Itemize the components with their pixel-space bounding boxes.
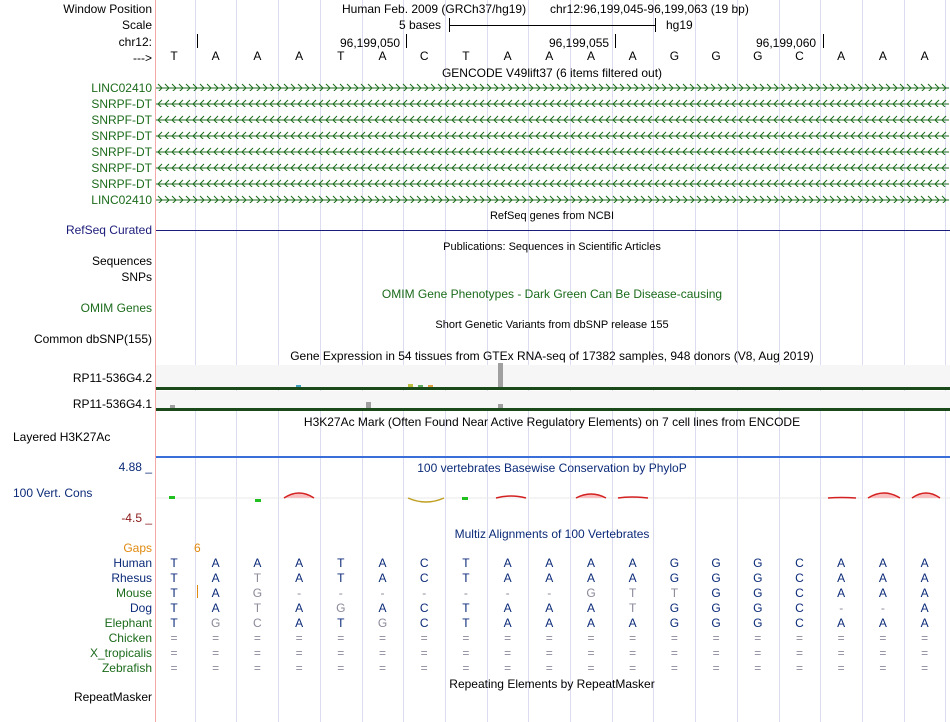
alignment-base: = (337, 661, 345, 675)
gencode-gene-label[interactable]: SNRPF-DT (91, 177, 152, 191)
gtex-bar (498, 404, 503, 408)
alignment-base: = (670, 631, 678, 645)
gencode-transcript[interactable] (156, 115, 949, 123)
species-label[interactable]: Zebrafish (101, 661, 152, 675)
coord-tick-2 (615, 34, 616, 48)
scale-db: hg19 (666, 18, 693, 32)
refseq-title: RefSeq genes from NCBI (489, 210, 615, 222)
sequence-base: C (795, 49, 804, 63)
alignment-base: A (586, 571, 596, 585)
h3k27ac-label[interactable]: Layered H3K27Ac (13, 430, 111, 444)
coord-label-3: 96,199,060 (756, 36, 817, 50)
alignment-base: G (586, 586, 596, 600)
alignment-base: A (878, 616, 887, 630)
species-label[interactable]: X_tropicalis (89, 646, 152, 660)
alignment-base: A (545, 556, 554, 570)
gtex-gene-label-1[interactable]: RP11-536G4.2 (72, 371, 152, 385)
alignment-base: = (295, 631, 303, 645)
phylop-label[interactable]: 100 Vert. Cons (13, 486, 93, 500)
alignment-base: = (879, 631, 887, 645)
gencode-gene-label[interactable]: SNRPF-DT (91, 161, 152, 175)
alignment-base: A (545, 616, 554, 630)
alignment-base: = (378, 631, 387, 645)
dbsnp-title: Short Genetic Variants from dbSNP release 155 (435, 319, 669, 331)
alignment-base: = (462, 646, 470, 660)
gencode-transcript[interactable] (156, 131, 949, 139)
alignment-base: = (921, 646, 929, 660)
alignment-base: - (380, 586, 385, 600)
alignment-base: A (586, 616, 596, 630)
coord-tick-3 (823, 34, 824, 48)
sequence-base: A (837, 49, 846, 63)
coord-tick-start (197, 34, 198, 48)
publications-title: Publications: Sequences in Scientific Articles (443, 241, 661, 253)
alignment-base: A (920, 601, 929, 615)
gtex-gene-2-bar[interactable] (156, 408, 950, 411)
alignment-base: A (211, 586, 220, 600)
gtex-bar (428, 385, 433, 387)
alignment-base: = (587, 661, 595, 675)
alignment-base: C (419, 616, 429, 630)
alignment-base: T (670, 586, 679, 600)
gencode-gene-label[interactable]: SNRPF-DT (91, 145, 152, 159)
phylop-graph (156, 486, 950, 510)
alignment-base: A (837, 556, 846, 570)
alignment-base: = (670, 661, 678, 675)
alignment-base: G (753, 556, 763, 570)
h3k27ac-signal (156, 456, 950, 458)
alignment-base: G (753, 601, 763, 615)
alignment-base: = (629, 631, 637, 645)
alignment-base: - (338, 586, 343, 600)
alignment-base: - (547, 586, 552, 600)
gtex-bar (296, 385, 301, 387)
species-label[interactable]: Mouse (115, 586, 152, 600)
alignment-base: = (212, 661, 220, 675)
alignment-base: T (629, 586, 637, 600)
alignment-base: T (629, 601, 637, 615)
scale-text: 5 bases (399, 18, 442, 32)
alignment-base: = (420, 646, 428, 660)
alignment-base: G (753, 616, 763, 630)
track-label-column (0, 0, 155, 722)
alignment-base: = (337, 646, 345, 660)
sequence-base: G (669, 49, 680, 63)
species-label[interactable]: Human (113, 556, 152, 570)
alignment-base: - (505, 586, 510, 600)
alignment-base: = (754, 631, 762, 645)
gaps-value: 6 (194, 541, 201, 555)
grid-line (820, 0, 821, 722)
alignment-base: C (795, 601, 804, 615)
gencode-transcript[interactable] (156, 179, 949, 187)
alignment-base: G (252, 586, 263, 600)
gtex-bar (418, 385, 423, 387)
alignment-base: - (839, 601, 844, 615)
gencode-transcript[interactable] (156, 163, 949, 171)
alignment-base: A (378, 556, 387, 570)
alignment-base: = (545, 661, 553, 675)
alignment-base: = (462, 631, 470, 645)
alignment-base: = (921, 631, 929, 645)
gtex-row-2-bg (156, 391, 950, 409)
sequence-base: A (503, 49, 512, 63)
alignment-base: T (462, 616, 470, 630)
sequence-base: A (211, 49, 220, 63)
sequence-base: A (295, 49, 304, 63)
refseq-line (156, 230, 950, 231)
gtex-bar-large (498, 363, 503, 387)
gencode-gene-label[interactable]: SNRPF-DT (91, 129, 152, 143)
alignment-base: A (878, 586, 887, 600)
alignment-base: G (336, 601, 346, 615)
alignment-base: A (920, 616, 929, 630)
alignment-base: C (419, 601, 429, 615)
alignment-base: T (170, 616, 178, 630)
omim-label[interactable]: OMIM Genes (80, 301, 152, 315)
omim-title: OMIM Gene Phenotypes - Dark Green Can Be Disease-causing (381, 287, 723, 301)
alignment-base: G (711, 556, 721, 570)
sequence-base: A (253, 49, 262, 63)
gtex-gene-label-2[interactable]: RP11-536G4.1 (72, 397, 152, 411)
alignment-base: A (378, 571, 387, 585)
alignment-base: T (462, 556, 470, 570)
h3k27ac-title: H3K27Ac Mark (Often Found Near Active Regulatory Elements) on 7 cell lines from ENCODE (303, 415, 801, 429)
alignment-base: = (754, 661, 762, 675)
alignment-base: C (795, 571, 804, 585)
alignment-base: A (295, 556, 304, 570)
repeatmasker-label[interactable]: RepeatMasker (73, 690, 152, 704)
alignment-base: T (337, 571, 345, 585)
sequence-base: A (628, 49, 637, 63)
alignment-base: = (921, 661, 929, 675)
sequence-base: C (419, 49, 429, 63)
alignment-base: T (170, 556, 178, 570)
alignment-base: T (170, 601, 178, 615)
alignment-base: G (669, 556, 680, 570)
coord-tick-1 (406, 34, 407, 48)
dbsnp-label[interactable]: Common dbSNP(155) (33, 332, 152, 346)
assembly-title: Human Feb. 2009 (GRCh37/hg19) (342, 2, 527, 16)
alignment-base: = (545, 646, 553, 660)
alignment-base: A (837, 616, 846, 630)
alignment-base: = (462, 661, 470, 675)
phylop-min-label: -4.5 _ (121, 511, 152, 525)
alignment-base: A (628, 556, 637, 570)
alignment-base: = (295, 646, 303, 660)
alignment-base: A (628, 616, 637, 630)
alignment-base: A (545, 601, 554, 615)
scale-bar-left-tick (449, 18, 450, 32)
repeatmasker-title: Repeating Elements by RepeatMasker (449, 677, 655, 691)
species-label[interactable]: Chicken (108, 631, 152, 645)
sequence-base: T (170, 49, 178, 63)
snps-label[interactable]: SNPs (121, 270, 152, 284)
alignment-base: = (420, 661, 428, 675)
alignment-base: G (669, 601, 680, 615)
alignment-base: = (837, 631, 845, 645)
alignment-base: A (837, 586, 846, 600)
alignment-base: A (586, 556, 596, 570)
alignment-base: = (670, 646, 678, 660)
alignment-base: - (463, 586, 468, 600)
species-label[interactable]: Rhesus (111, 571, 152, 585)
alignment-base: C (253, 616, 262, 630)
alignment-base: A (211, 556, 220, 570)
alignment-base: = (170, 646, 178, 660)
alignment-base: G (377, 616, 388, 630)
scale-bar-right-tick (655, 18, 656, 32)
alignment-base: T (170, 571, 178, 585)
alignment-base: C (795, 616, 804, 630)
alignment-base: C (419, 556, 429, 570)
alignment-base: = (504, 646, 512, 660)
alignment-base: A (503, 616, 512, 630)
scale-label: Scale (121, 18, 152, 32)
alignment-base: = (629, 661, 637, 675)
alignment-base: G (211, 616, 221, 630)
sequences-label[interactable]: Sequences (91, 254, 152, 268)
alignment-base: A (295, 601, 304, 615)
alignment-base: = (837, 646, 845, 660)
alignment-base: G (669, 616, 680, 630)
alignment-base: = (212, 631, 220, 645)
track-image[interactable] (156, 0, 950, 722)
grid-line (904, 0, 905, 722)
gencode-gene-label[interactable]: SNRPF-DT (91, 113, 152, 127)
gencode-title: GENCODE V49lift37 (6 items filtered out) (441, 66, 663, 80)
alignment-base: = (795, 661, 804, 675)
chrom-label: chr12: (118, 35, 152, 49)
alignment-base: T (462, 601, 470, 615)
gaps-label: Gaps (123, 541, 152, 555)
alignment-base: A (503, 601, 512, 615)
alignment-base: G (711, 616, 721, 630)
gtex-title: Gene Expression in 54 tissues from GTEx RNA-seq of 17382 samples, 948 donors (V8, Aug 2019) (290, 349, 814, 363)
gtex-bar (366, 402, 371, 408)
alignment-base: G (711, 571, 721, 585)
sequence-base: A (878, 49, 887, 63)
grid-line (862, 0, 863, 722)
alignment-base: - (422, 586, 427, 600)
gencode-transcript[interactable] (156, 83, 949, 91)
alignment-base: = (712, 661, 720, 675)
alignment-base: A (211, 571, 220, 585)
alignment-base: A (878, 556, 887, 570)
alignment-base: = (504, 661, 512, 675)
gencode-transcript[interactable] (156, 195, 949, 203)
strand-label: ---> (133, 51, 152, 65)
alignment-base: T (337, 616, 345, 630)
alignment-base: = (837, 661, 845, 675)
alignment-base: T (253, 571, 262, 585)
multiz-title: Multiz Alignments of 100 Vertebrates (454, 527, 650, 541)
position-text: chr12:96,199,045-96,199,063 (19 bp) (550, 2, 749, 16)
window-position-label: Window Position (63, 2, 152, 16)
gtex-row-1-bg (156, 365, 950, 388)
gtex-bar (170, 405, 175, 408)
grid-line (945, 0, 946, 722)
species-label[interactable]: Elephant (104, 616, 152, 630)
sequence-base: A (586, 49, 596, 63)
alignment-base: A (920, 586, 929, 600)
alignment-base: A (920, 571, 929, 585)
alignment-base: = (253, 631, 261, 645)
alignment-base: T (462, 571, 470, 585)
alignment-base: A (545, 571, 554, 585)
grid-line (278, 0, 279, 722)
gtex-bar (408, 384, 413, 387)
alignment-base: = (879, 661, 887, 675)
species-label[interactable]: Dog (129, 601, 152, 615)
alignment-base: A (295, 571, 304, 585)
alignment-base: = (170, 631, 178, 645)
alignment-base: = (587, 646, 595, 660)
sequence-base: A (920, 49, 929, 63)
alignment-base: = (795, 631, 804, 645)
alignment-base: A (253, 556, 262, 570)
alignment-base: = (170, 661, 178, 675)
alignment-base: = (545, 631, 553, 645)
gap-marker (197, 585, 198, 598)
alignment-base: - (880, 601, 885, 615)
sequence-base: G (753, 49, 763, 63)
scale-bar (449, 25, 655, 26)
alignment-base: A (295, 616, 304, 630)
alignment-base: = (712, 646, 720, 660)
alignment-base: T (253, 601, 262, 615)
grid-line (195, 0, 196, 722)
alignment-base: = (629, 646, 637, 660)
gencode-transcript[interactable] (156, 99, 949, 107)
alignment-base: = (378, 661, 387, 675)
alignment-base: = (378, 646, 387, 660)
grid-line (236, 0, 237, 722)
alignment-base: = (253, 661, 261, 675)
alignment-base: = (337, 631, 345, 645)
alignment-base: A (878, 571, 887, 585)
alignment-base: A (837, 571, 846, 585)
alignment-base: = (253, 646, 261, 660)
alignment-base: = (712, 631, 720, 645)
alignment-base: G (753, 586, 763, 600)
alignment-base: = (420, 631, 428, 645)
phylop-max-label: 4.88 _ (118, 460, 152, 474)
alignment-base: A (378, 601, 387, 615)
sequence-base: T (337, 49, 345, 63)
alignment-base: A (503, 556, 512, 570)
alignment-base: T (337, 556, 345, 570)
alignment-base: A (920, 556, 929, 570)
alignment-base: G (711, 586, 721, 600)
alignment-base: C (419, 571, 429, 585)
alignment-base: A (503, 571, 512, 585)
gencode-transcript[interactable] (156, 147, 949, 155)
alignment-base: = (295, 661, 303, 675)
alignment-base: T (170, 586, 178, 600)
alignment-base: = (587, 631, 595, 645)
alignment-base: G (669, 571, 680, 585)
sequence-base: G (711, 49, 721, 63)
refseq-label[interactable]: RefSeq Curated (65, 223, 152, 237)
alignment-base: G (711, 601, 721, 615)
phylop-title: 100 vertebrates Basewise Conservation by PhyloP (417, 461, 687, 475)
alignment-base: A (211, 601, 220, 615)
alignment-base: G (753, 571, 763, 585)
sequence-base: A (378, 49, 387, 63)
sequence-base: T (462, 49, 470, 63)
coord-label-2: 96,199,055 (549, 36, 610, 50)
sequence-base: A (545, 49, 554, 63)
alignment-base: = (795, 646, 804, 660)
alignment-base: - (297, 586, 302, 600)
alignment-base: C (795, 586, 804, 600)
gencode-gene-label[interactable]: LINC02410 (91, 193, 152, 207)
alignment-base: C (795, 556, 804, 570)
alignment-base: A (628, 571, 637, 585)
gtex-gene-1-bar[interactable] (156, 387, 950, 390)
gencode-gene-label[interactable]: SNRPF-DT (91, 97, 152, 111)
alignment-base: A (586, 601, 596, 615)
coord-label-1: 96,199,050 (340, 36, 401, 50)
alignment-base: = (212, 646, 220, 660)
alignment-base: = (504, 631, 512, 645)
alignment-base: = (879, 646, 887, 660)
alignment-base: = (754, 646, 762, 660)
gencode-gene-label[interactable]: LINC02410 (91, 81, 152, 95)
